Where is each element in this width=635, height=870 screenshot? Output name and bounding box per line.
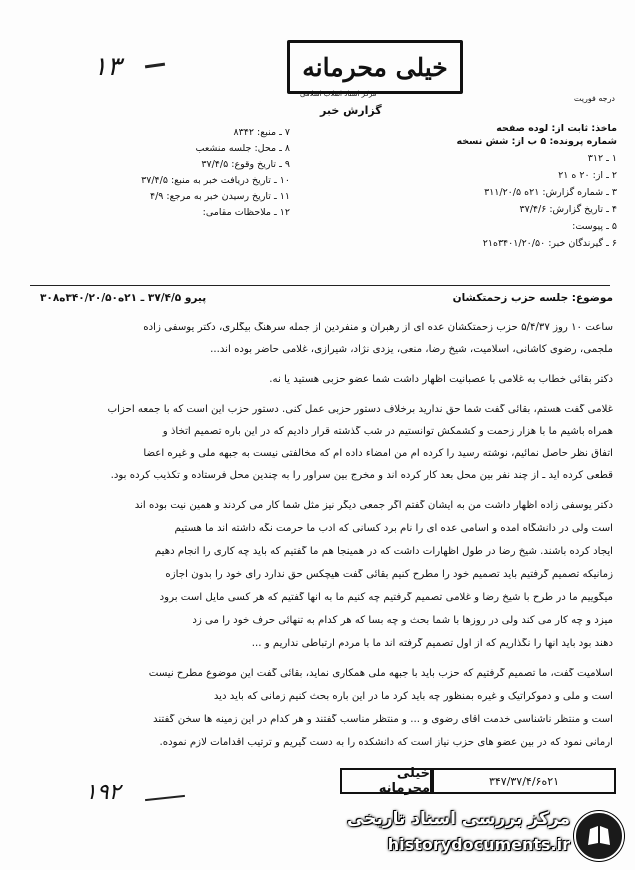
meta-right-line: ماخذ: ثابت از: لوده صفحه — [496, 123, 617, 134]
body-line: دکتر بقائی خطاب به غلامی با عصبانیت اظهار داشت شما عضو حزبی هستید یا نه. — [269, 374, 613, 385]
handwritten-scribble — [145, 795, 185, 801]
meta-left-line: ۱۲ ـ ملاحظات مقامی: — [202, 207, 290, 218]
archive-logo-icon — [574, 811, 624, 861]
handwritten-stroke — [145, 63, 165, 69]
body-line: زمانیکه تصمیم گرفتیم باید تصمیم خود را مطرح کنیم بقائی گفت هیچکس حق ندارد رای خود را بدون اجازه — [165, 569, 613, 580]
meta-left-line: ۷ ـ منبع: ۸۳۴۲ — [233, 127, 290, 138]
body-line: دهند بود باید آنها را نگذاریم که از اول تصمیم گرفته اند ما با مردم ارتباطی نداریم و ... — [251, 638, 613, 649]
watermark-url: historydocuments.ir — [387, 835, 570, 854]
body-line: ملجمی، رضوی کاشانی، اسلامیت، شیخ رضا، منعی، یزدی نژاد، شیرازی، غلامی حاضر بوده اند... — [210, 344, 613, 355]
archive-watermark — [330, 805, 630, 865]
subject-line: موضوع: جلسه حزب زحمتکشان — [452, 292, 613, 304]
handwritten-page-number: ۱۳ — [93, 52, 121, 82]
body-line: همراه باشیم ما با هزار زحمت و کشمکش توانستیم در شب گذشته قرار دادیم که در این باره تصمیم اتخاذ و — [162, 426, 613, 437]
subject-reference: پیرو ۳۷/۴/۵ ـ ۲۱ه۳۴۰/۲۰/۵۰ه۳۰۸ — [40, 292, 207, 304]
body-line: اتفاق نظر حاصل نمائیم، نوشته رسید را کرده ام من امضاء داده ام که مخالفتی نیست به جبهه ملی و غیره اعضا — [143, 448, 613, 459]
meta-right-line: ۳ ـ شماره گزارش: ۲۱ه ۳۱۱/۲۰/۵ — [484, 187, 617, 198]
meta-left-line: ۱۱ ـ تاریخ رسیدن خبر به مرجع: ۴/۹ — [149, 191, 290, 202]
body-line: غلامی گفت هستم، بقائی گفت شما حق ندارید برخلاف دستور حزبی عمل کنی. دستور حزب این است که با جمعه احزاب — [107, 404, 613, 415]
department-label: مرکز اسناد انقلاب اسلامی — [300, 90, 377, 98]
meta-right-line: ۲ ـ از: ۲۰ ه ۲۱ — [558, 170, 617, 181]
meta-left-block — [60, 126, 290, 219]
watermark-title: مرکز بررسی اسناد تاریخی — [347, 809, 570, 829]
body-line: است و منتظر ناشناسی خدمت آقای رضوی و ... و منتظر مناسب گفتند و هر کدام در این زمینه ها سخن گفتند — [152, 714, 613, 725]
report-title: گزارش خبر — [320, 104, 382, 117]
body-line: است ولی در دانشگاه آمده و اسامی عده ای را نام برد کسانی که ادب ما حرمت نگه داشته اند ما هستیم — [174, 523, 613, 534]
meta-right-line: ۴ ـ تاریخ گزارش: ۳۷/۴/۶ — [519, 204, 617, 215]
handwritten-footer-number: ۱۹۲ — [85, 780, 121, 805]
meta-right-block — [317, 122, 617, 250]
body-line: دکتر یوسفی زاده اظهار داشت من به ایشان گفتم اگر جمعی دیگر نیز مثل شما کار می کردند و همین نیت بوده اند — [134, 500, 613, 511]
classification-stamp — [287, 40, 463, 94]
body-line: قطعی کرده اید ـ از چند نفر بین محل بعد کار کرده اند و مخرج بین سرآور را به چندین محل فرستاده و تکذیب کرده بود. — [110, 470, 613, 481]
meta-right-line: ۱ ـ ۳۱۲ — [587, 153, 617, 164]
footer-classification-stamp: خیلی محرمانه — [340, 768, 432, 794]
body-line: اسلامیت گفت، ما تصمیم گرفتیم که حزب باید با جبهه ملی همکاری نماید، بقائی گفت این موضوع مطرح نیست — [148, 668, 613, 679]
footer-reference-box: ۲۱ه۳۴۷/۳۷/۴/۶ — [432, 768, 616, 794]
priority-label: درجه فوریت — [573, 94, 615, 103]
body-line: ایجاد کرده باشند. شیخ رضا در طول اظهارات داشت که در همینجا هم ما گفتیم که باید چه کاری را انجام دهیم — [154, 546, 613, 557]
body-line: است و ملی و دموکراتیک و غیره بمنظور چه باید کرد ما در این باره بحث کنیم زمانی که باید دید — [213, 691, 613, 702]
meta-left-line: ۸ ـ محل: جلسه منشعب — [195, 143, 290, 154]
meta-left-line: ۹ ـ تاریخ وقوع: ۳۷/۴/۵ — [201, 159, 290, 170]
meta-right-line: شماره پرونده: ۵ ب از: شش نسخه — [456, 136, 617, 147]
meta-right-line: ۵ ـ پیوست: — [572, 221, 617, 232]
meta-left-line: ۱۰ ـ تاریخ دریافت خبر به منبع: ۳۷/۴/۵ — [141, 175, 290, 186]
body-line: میزد و چه کار می کند ولی در روزها با شما بحث و چه بسا که هر کدام به تنهائی حرف خود را می زد — [192, 615, 613, 626]
body-line: میگوییم ما در طرح با شیخ رضا و غلامی تصمیم گرفتیم چه کنیم ما به آنها گفتیم که هر کسی مایل است برود — [159, 592, 613, 603]
body-line: آرمانی نمود که در بین عضو های حزب نیاز است که دانشکده را به دست گیریم و ترتیب اقدامات لازم نموده. — [159, 737, 613, 748]
stamp-text: خیلی محرمانه — [302, 52, 448, 82]
body-line: ساعت ۱۰ روز ۵/۴/۳۷ حزب زحمتکشان عده ای از رهبران و منفردین از جمله سرهنگ بیگلری، دکتر یوسفی زاده — [143, 322, 613, 333]
header-divider — [30, 285, 610, 286]
meta-right-line: ۶ ـ گیرندگان خبر: ۳۴۰۱/۲۰/۵۰ه۲۱ — [482, 238, 617, 249]
